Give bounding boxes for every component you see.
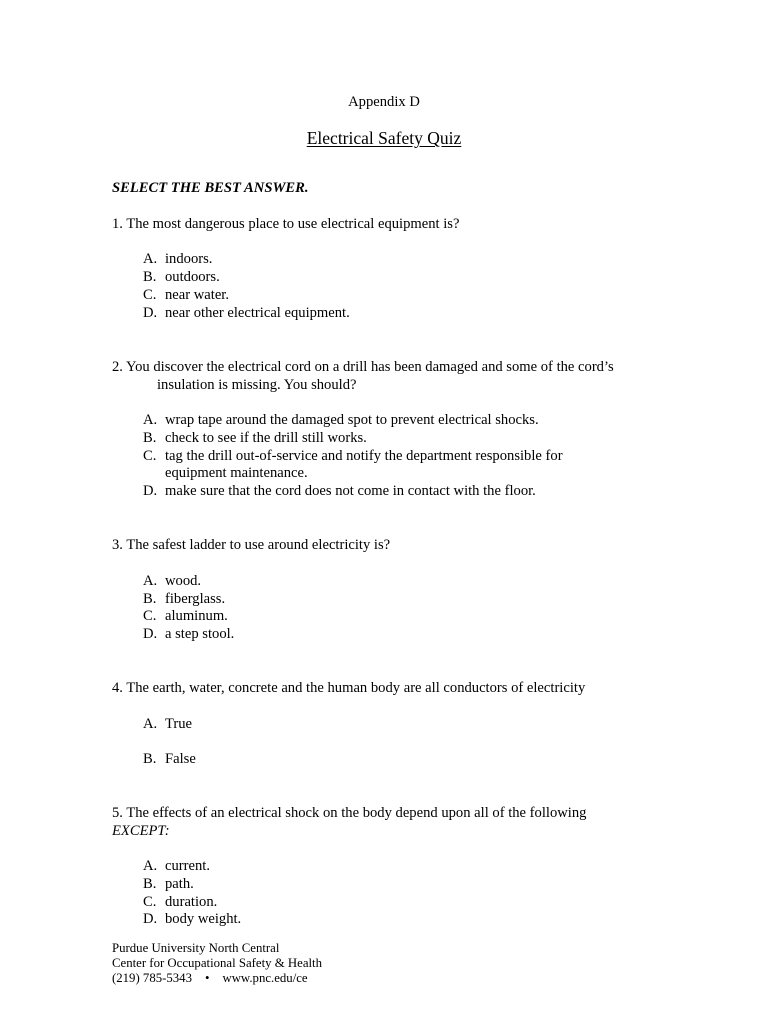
q1-option-d: D. near other electrical equipment. [143,305,350,321]
q2-option-d: D. make sure that the cord does not come in contact with the floor. [143,483,536,499]
q1-option-a: A. indoors. [143,251,213,267]
question-2-continued: insulation is missing. You should? [157,377,357,393]
footer-bullet: • [204,971,210,985]
q1-option-c: C. near water. [143,287,230,303]
q2-option-b: B. check to see if the drill still works. [143,430,367,446]
question-4: 4. The earth, water, concrete and the human body are all conductors of electricity [112,680,586,696]
page-title: Electrical Safety Quiz [306,128,462,148]
question-5-continued: EXCEPT: [112,823,170,839]
q2-option-c: C. tag the drill out-of-service and notify the department responsible for [143,448,563,464]
q4-option-a: A. True [143,716,193,732]
q3-option-d: D. a step stool. [143,626,235,642]
q5-option-b: B. path. [143,876,194,892]
question-5: 5. The effects of an electrical shock on the body depend upon all of the following [112,805,587,821]
q3-option-a: A. wood. [143,573,202,589]
instruction: SELECT THE BEST ANSWER. [112,180,309,196]
q3-option-b: B. fiberglass. [143,591,226,607]
footer-center: Center for Occupational Safety & Health [112,956,323,970]
q1-option-b: B. outdoors. [143,269,220,285]
q2-option-c-continued: equipment maintenance. [165,465,308,481]
question-1: 1. The most dangerous place to use electrical equipment is? [112,216,460,232]
appendix-label: Appendix D [348,94,420,110]
q4-option-b: B. False [143,751,196,767]
q5-option-c: C. duration. [143,894,218,910]
q3-option-c: C. aluminum. [143,608,228,624]
q2-option-a: A. wrap tape around the damaged spot to prevent electrical shocks. [143,412,539,428]
footer-website-link[interactable]: www.pnc.edu/ce [222,971,308,985]
q5-option-d: D. body weight. [143,911,242,927]
footer-contact [112,971,308,986]
question-2: 2. You discover the electrical cord on a drill has been damaged and some of the cord’s [112,359,614,375]
footer-phone: (219) 785-5343 [112,971,192,985]
q5-option-a: A. current. [143,858,210,874]
question-3: 3. The safest ladder to use around electricity is? [112,537,391,553]
footer-university: Purdue University North Central [112,941,280,955]
